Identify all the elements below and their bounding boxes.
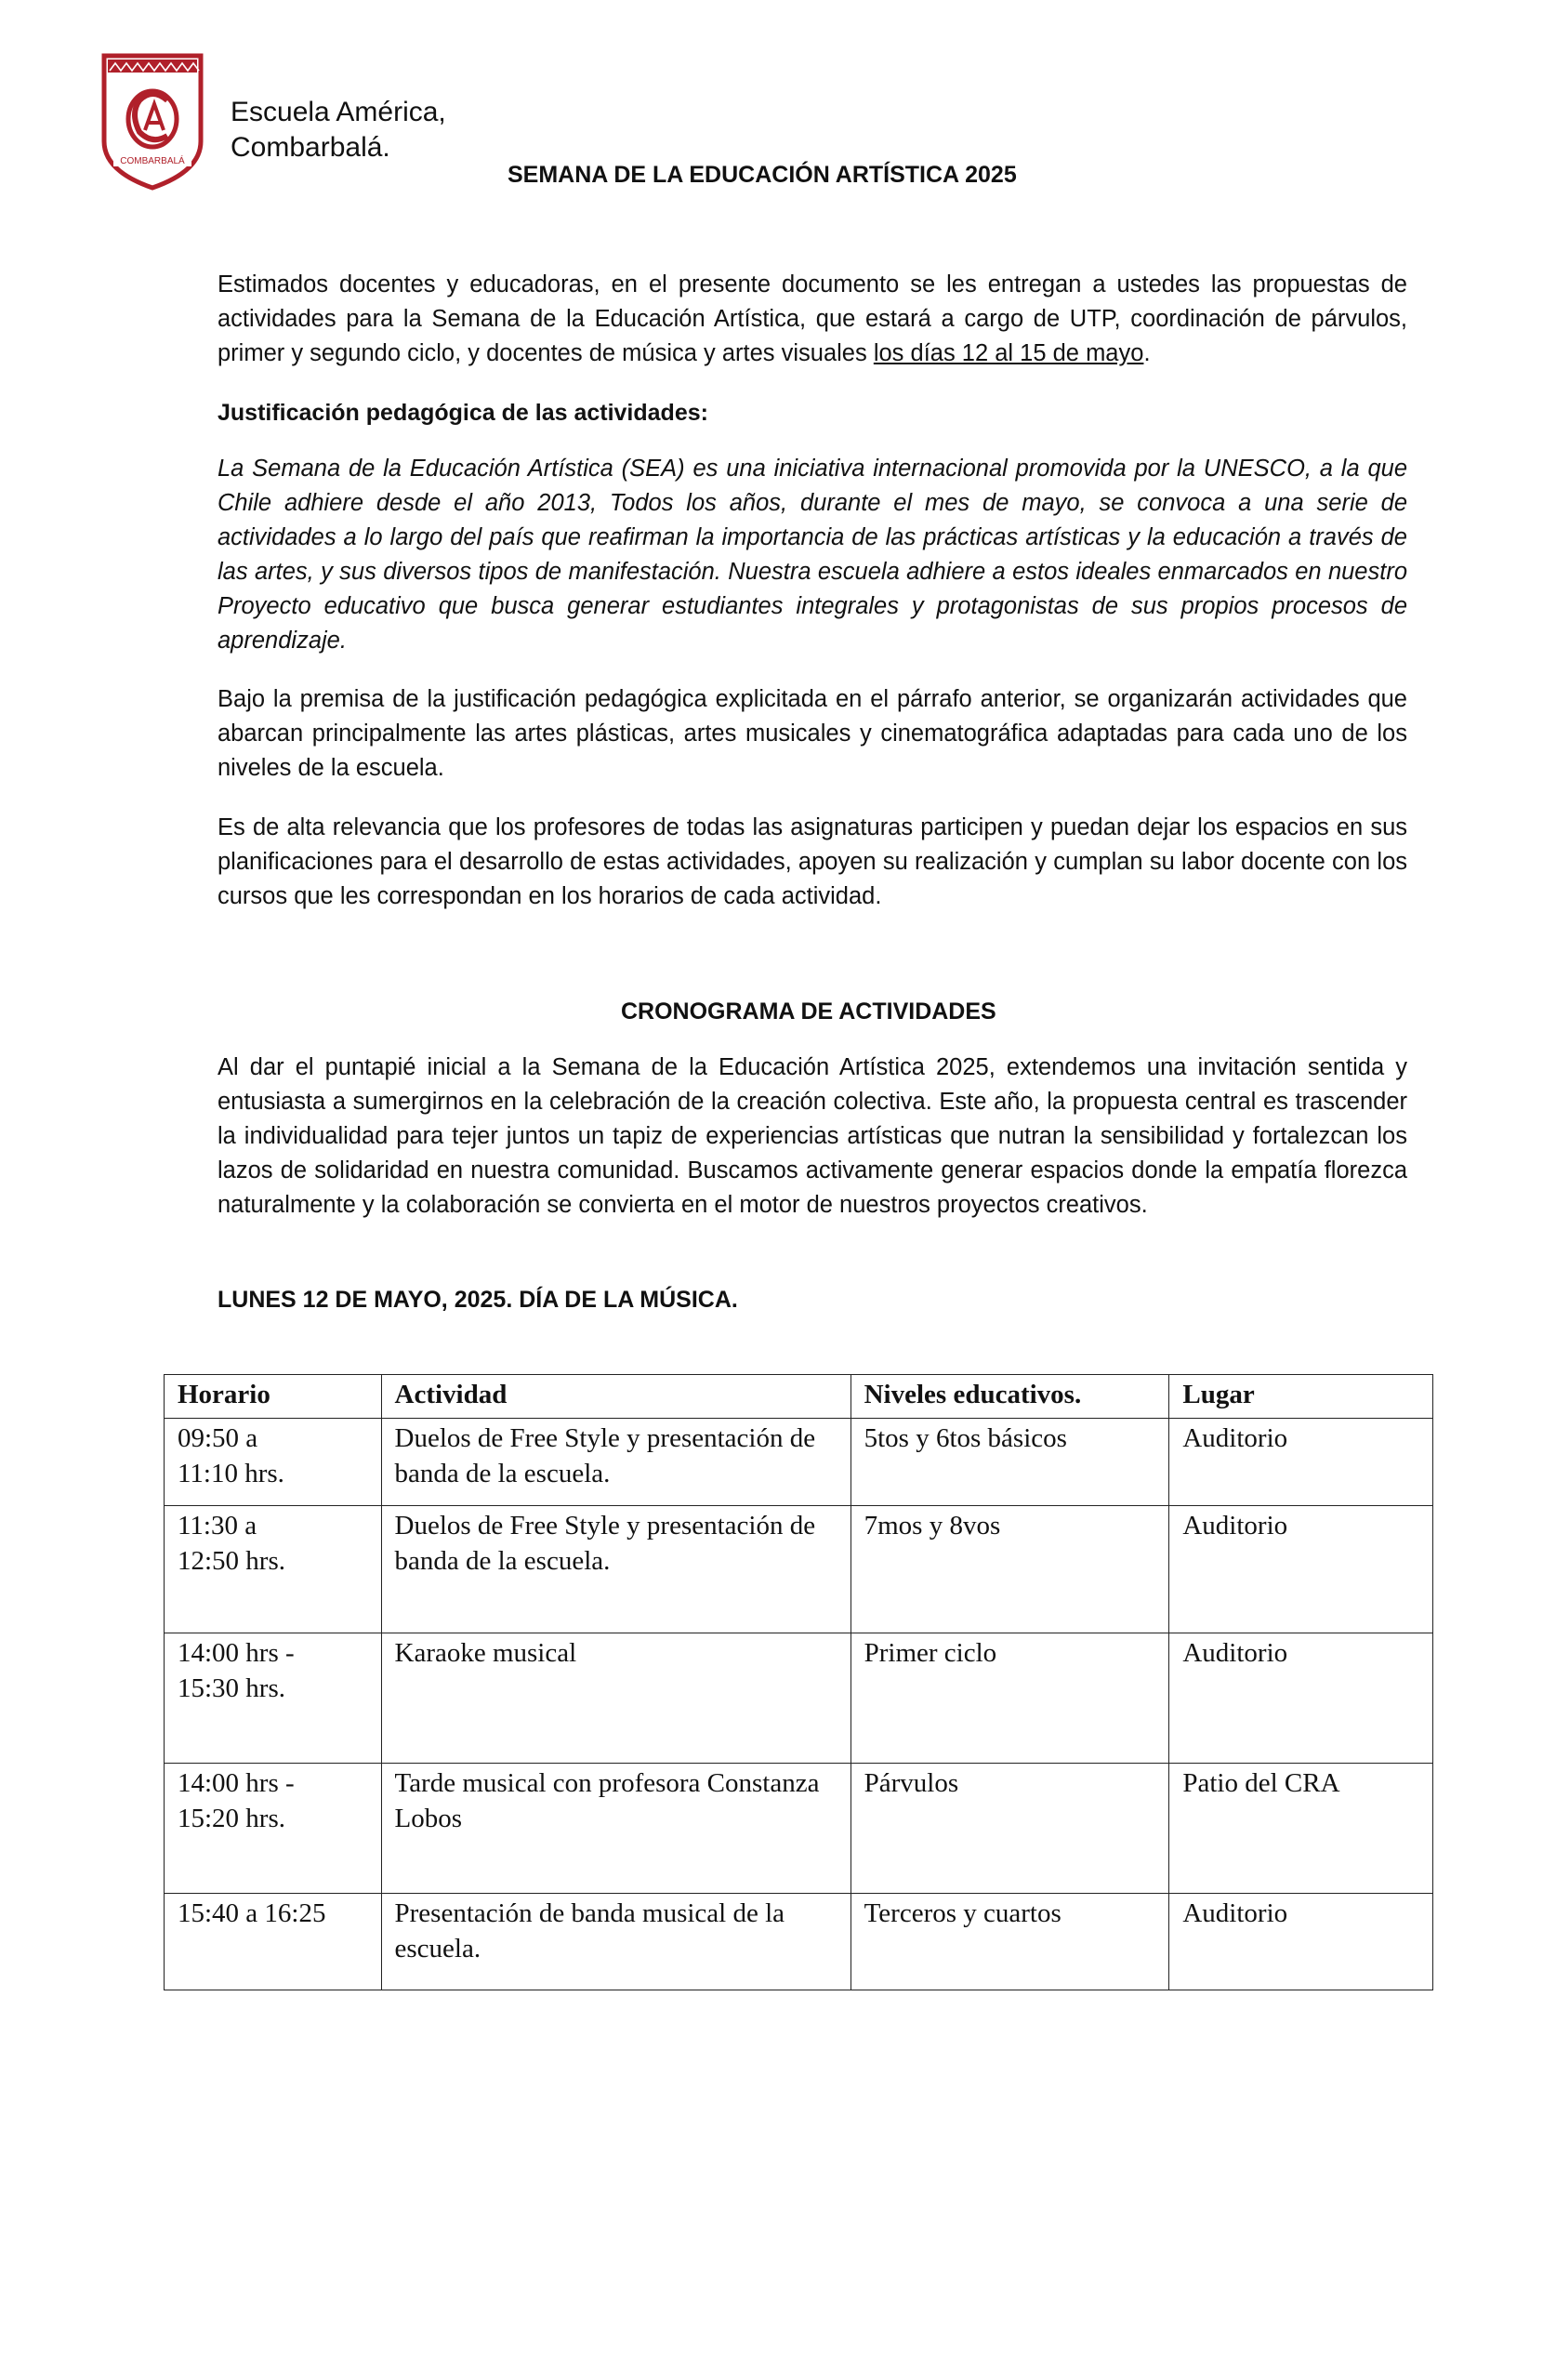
cell-actividad: Duelos de Free Style y presentación de banda de la escuela. <box>381 1506 851 1633</box>
intro-text-end: . <box>1143 340 1151 366</box>
table-row <box>165 1633 1433 1764</box>
school-name-line2: Combarbalá. <box>231 132 390 163</box>
cell-niveles: 5tos y 6tos básicos <box>851 1419 1169 1506</box>
relevance-paragraph: Es de alta relevancia que los profesores de todas las asignaturas participen y puedan dejar los espacios en sus planificaciones para el desarrollo de estas actividades, apoyen su realización y cumplan su labor docente con los cursos que les correspondan en los horarios de cada actividad. <box>218 814 1407 909</box>
school-name-line1: Escuela América, <box>231 97 446 127</box>
cell-horario: 09:50 a 11:10 hrs. <box>165 1419 382 1506</box>
table-row <box>165 1764 1433 1894</box>
table-row <box>165 1419 1433 1506</box>
intro-paragraph <box>218 268 1407 371</box>
school-crest-logo <box>100 52 204 192</box>
header-lugar: Lugar <box>1169 1375 1433 1419</box>
cell-lugar: Patio del CRA <box>1169 1764 1433 1894</box>
schedule-table <box>164 1374 1433 1990</box>
premise-paragraph: Bajo la premisa de la justificación pedagógica explicitada en el párrafo anterior, se organizarán actividades que abarcan principalmente las artes plásticas, artes musicales y cinematográfica adaptadas para cada uno de los niveles de la escuela. <box>218 686 1407 781</box>
schedule-intro-paragraph: Al dar el puntapié inicial a la Semana de la Educación Artística 2025, extendemos una invitación sentida y entusiasta a sumergirnos en la celebración de la creación colectiva. Este año, la propuesta central es trascender la individualidad para tejer juntos un tapiz de experiencias artísticas que nutran la sensibilidad y fortalezcan los lazos de solidaridad en nuestra comunidad. Buscamos activamente generar espacios donde la empatía florezca naturalmente y la colaboración se convierta en el motor de nuestros proyectos creativos. <box>218 1054 1407 1218</box>
school-name <box>231 95 446 165</box>
cell-lugar: Auditorio <box>1169 1633 1433 1764</box>
cell-lugar: Auditorio <box>1169 1419 1433 1506</box>
cell-horario: 14:00 hrs - 15:20 hrs. <box>165 1764 382 1894</box>
cell-actividad: Duelos de Free Style y presentación de banda de la escuela. <box>381 1419 851 1506</box>
header-horario: Horario <box>165 1375 382 1419</box>
justification-heading: Justificación pedagógica de las actividades: <box>218 400 708 426</box>
cell-lugar: Auditorio <box>1169 1506 1433 1633</box>
table-row <box>165 1506 1433 1633</box>
document-title: SEMANA DE LA EDUCACIÓN ARTÍSTICA 2025 <box>508 162 1017 188</box>
header-niveles: Niveles educativos. <box>851 1375 1169 1419</box>
cell-horario: 14:00 hrs - 15:30 hrs. <box>165 1633 382 1764</box>
cell-niveles: 7mos y 8vos <box>851 1506 1169 1633</box>
cell-actividad: Karaoke musical <box>381 1633 851 1764</box>
cell-horario: 11:30 a 12:50 hrs. <box>165 1506 382 1633</box>
intro-text: Estimados docentes y educadoras, en el presente documento se les entregan a ustedes las propuestas de actividades para la Semana de la Educación Artística, que estará a cargo de UTP, coordinación de párvulos, primer y segundo ciclo, y docentes de música y artes visuales <box>218 271 1407 366</box>
cell-niveles: Primer ciclo <box>851 1633 1169 1764</box>
cell-actividad: Tarde musical con profesora Constanza Lobos <box>381 1764 851 1894</box>
intro-dates-underlined: los días 12 al 15 de mayo <box>873 340 1144 366</box>
cell-niveles: Párvulos <box>851 1764 1169 1894</box>
table-row <box>165 1894 1433 1990</box>
day-heading: LUNES 12 DE MAYO, 2025. DÍA DE LA MÚSICA. <box>218 1287 738 1313</box>
cell-niveles: Terceros y cuartos <box>851 1894 1169 1990</box>
justification-paragraph: La Semana de la Educación Artística (SEA) es una iniciativa internacional promovida por la UNESCO, a la que Chile adhiere desde el año 2013, Todos los años, durante el mes de mayo, se convoca a una serie de actividades a lo largo del país que reafirman la importancia de las prácticas artísticas y la educación a través de las artes, y sus diversos tipos de manifestación. Nuestra escuela adhiere a estos ideales enmarcados en nuestro Proyecto educativo que busca generar estudiantes integrales y protagonistas de sus propios procesos de aprendizaje. <box>218 456 1407 654</box>
logo-text: COMBARBALÁ <box>120 156 185 166</box>
cell-actividad: Presentación de banda musical de la escuela. <box>381 1894 851 1990</box>
header-actividad: Actividad <box>381 1375 851 1419</box>
schedule-heading: CRONOGRAMA DE ACTIVIDADES <box>621 998 996 1025</box>
cell-horario: 15:40 a 16:25 <box>165 1894 382 1990</box>
table-header-row <box>165 1375 1433 1419</box>
cell-lugar: Auditorio <box>1169 1894 1433 1990</box>
